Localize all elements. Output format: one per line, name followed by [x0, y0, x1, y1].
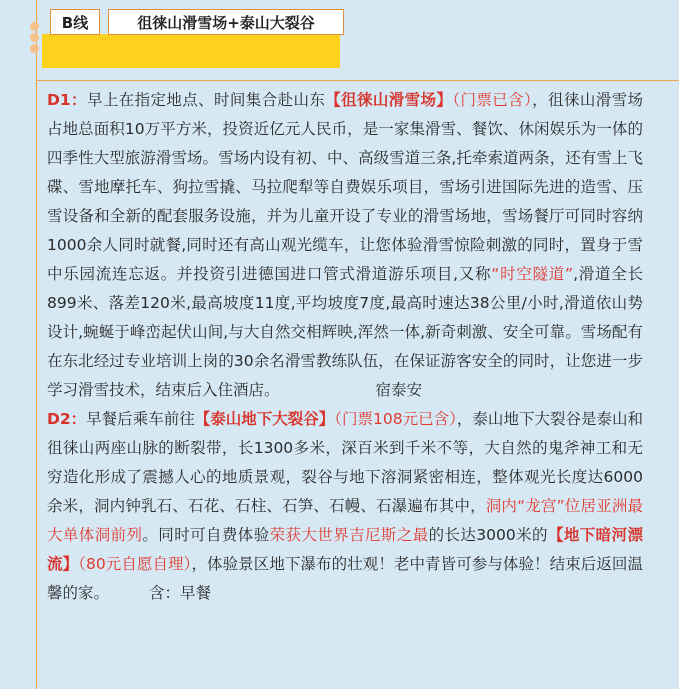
day-1-ticket-note: （门票已含）: [452, 91, 533, 109]
header-highlight-band: [42, 34, 340, 68]
day-1-paragraph: [47, 86, 643, 405]
day-1-attraction: 【徂徕山滑雪场】: [325, 91, 453, 109]
day-1-label: D1：: [47, 91, 87, 109]
day-2-text: ，泰山地下大裂谷是泰山和徂徕山两座山脉的断裂带，长1300多米，深百米到千米不等，大自然的鬼斧神工和无穷造化形成了震撼人心的地质景观，裂谷与地下溶洞紧密相连，整体观光长度达6000余米，洞内钟乳石、石花、石柱、石笋、石幔、石瀑遍布其中，: [47, 410, 643, 515]
day-1-hotel: 宿泰安: [375, 381, 423, 399]
day-2-ticket-note: （门票108元已含）: [334, 410, 457, 428]
decor-dot: [30, 44, 39, 53]
day-2-label: D2：: [47, 410, 87, 428]
itinerary-content: [47, 86, 643, 608]
day-2-text: 的长达3000米的: [428, 526, 548, 544]
day-2-rafting-price: （80元自愿自理）: [78, 555, 192, 573]
day-2-meal: 含：早餐: [149, 584, 212, 602]
route-tag: B线: [50, 9, 100, 35]
day-2-text: 。同时可自费体验: [142, 526, 270, 544]
day-2-dragon-palace: 洞内“龙宫”位居亚洲最大单体洞前列: [47, 497, 643, 544]
day-1-tunnel-name: “时空隧道”: [491, 265, 574, 283]
day-2-attraction: 【泰山地下大裂谷】: [194, 410, 335, 428]
decor-dot: [30, 33, 39, 42]
day-2-guinness: 荣获大世界吉尼斯之最: [269, 526, 429, 544]
header-underline: [36, 80, 679, 81]
day-2-text: 早餐后乘车前往: [86, 410, 195, 428]
day-2-rafting: 【地下暗河漂流】: [47, 526, 643, 573]
day-2-paragraph: [47, 405, 643, 608]
timeline-vertical-line: [36, 0, 37, 689]
day-2-text: ，体验景区地下瀑布的壮观！老中青皆可参与体验！结束后返回温馨的家。: [47, 555, 643, 602]
day-1-text: ,滑道全长899米、落差120米,最高坡度11度,平均坡度7度,最高时速达38公里/小时,滑道依山势设计,蜿蜒于峰峦起伏山间,与大自然交相辉映,浑然一体,新奇刺激、安全可靠。雪场配有在东北经过专业培训上岗的30余名滑雪教练队伍，在保证游客安全的同时，让您进一步学习滑雪技术，结束后入住酒店。: [47, 265, 644, 399]
day-1-text: ，徂徕山滑雪场占地总面积10万平方米，投资近亿元人民币，是一家集滑雪、餐饮、休闲娱乐为一体的四季性大型旅游滑雪场。雪场内设有初、中、高级雪道三条,托牵索道两条，还有雪上飞碟、雪地摩托车、狗拉雪撬、马拉爬犁等自费娱乐项目，雪场引进国际先进的造雪、压雪设备和全新的配套服务设施，并为儿童开设了专业的滑雪场地，雪场餐厅可同时容纳1000余人同时就餐,同时还有高山观光缆车，让您体验滑雪惊险刺激的同时，置身于雪中乐园流连忘返。并投资引进德国进口管式滑道游乐项目,又称: [47, 91, 643, 283]
route-title: 徂徕山滑雪场+泰山大裂谷: [108, 9, 344, 35]
decor-dot: [30, 22, 39, 31]
day-1-text: 早上在指定地点、时间集合赴山东: [86, 91, 326, 109]
